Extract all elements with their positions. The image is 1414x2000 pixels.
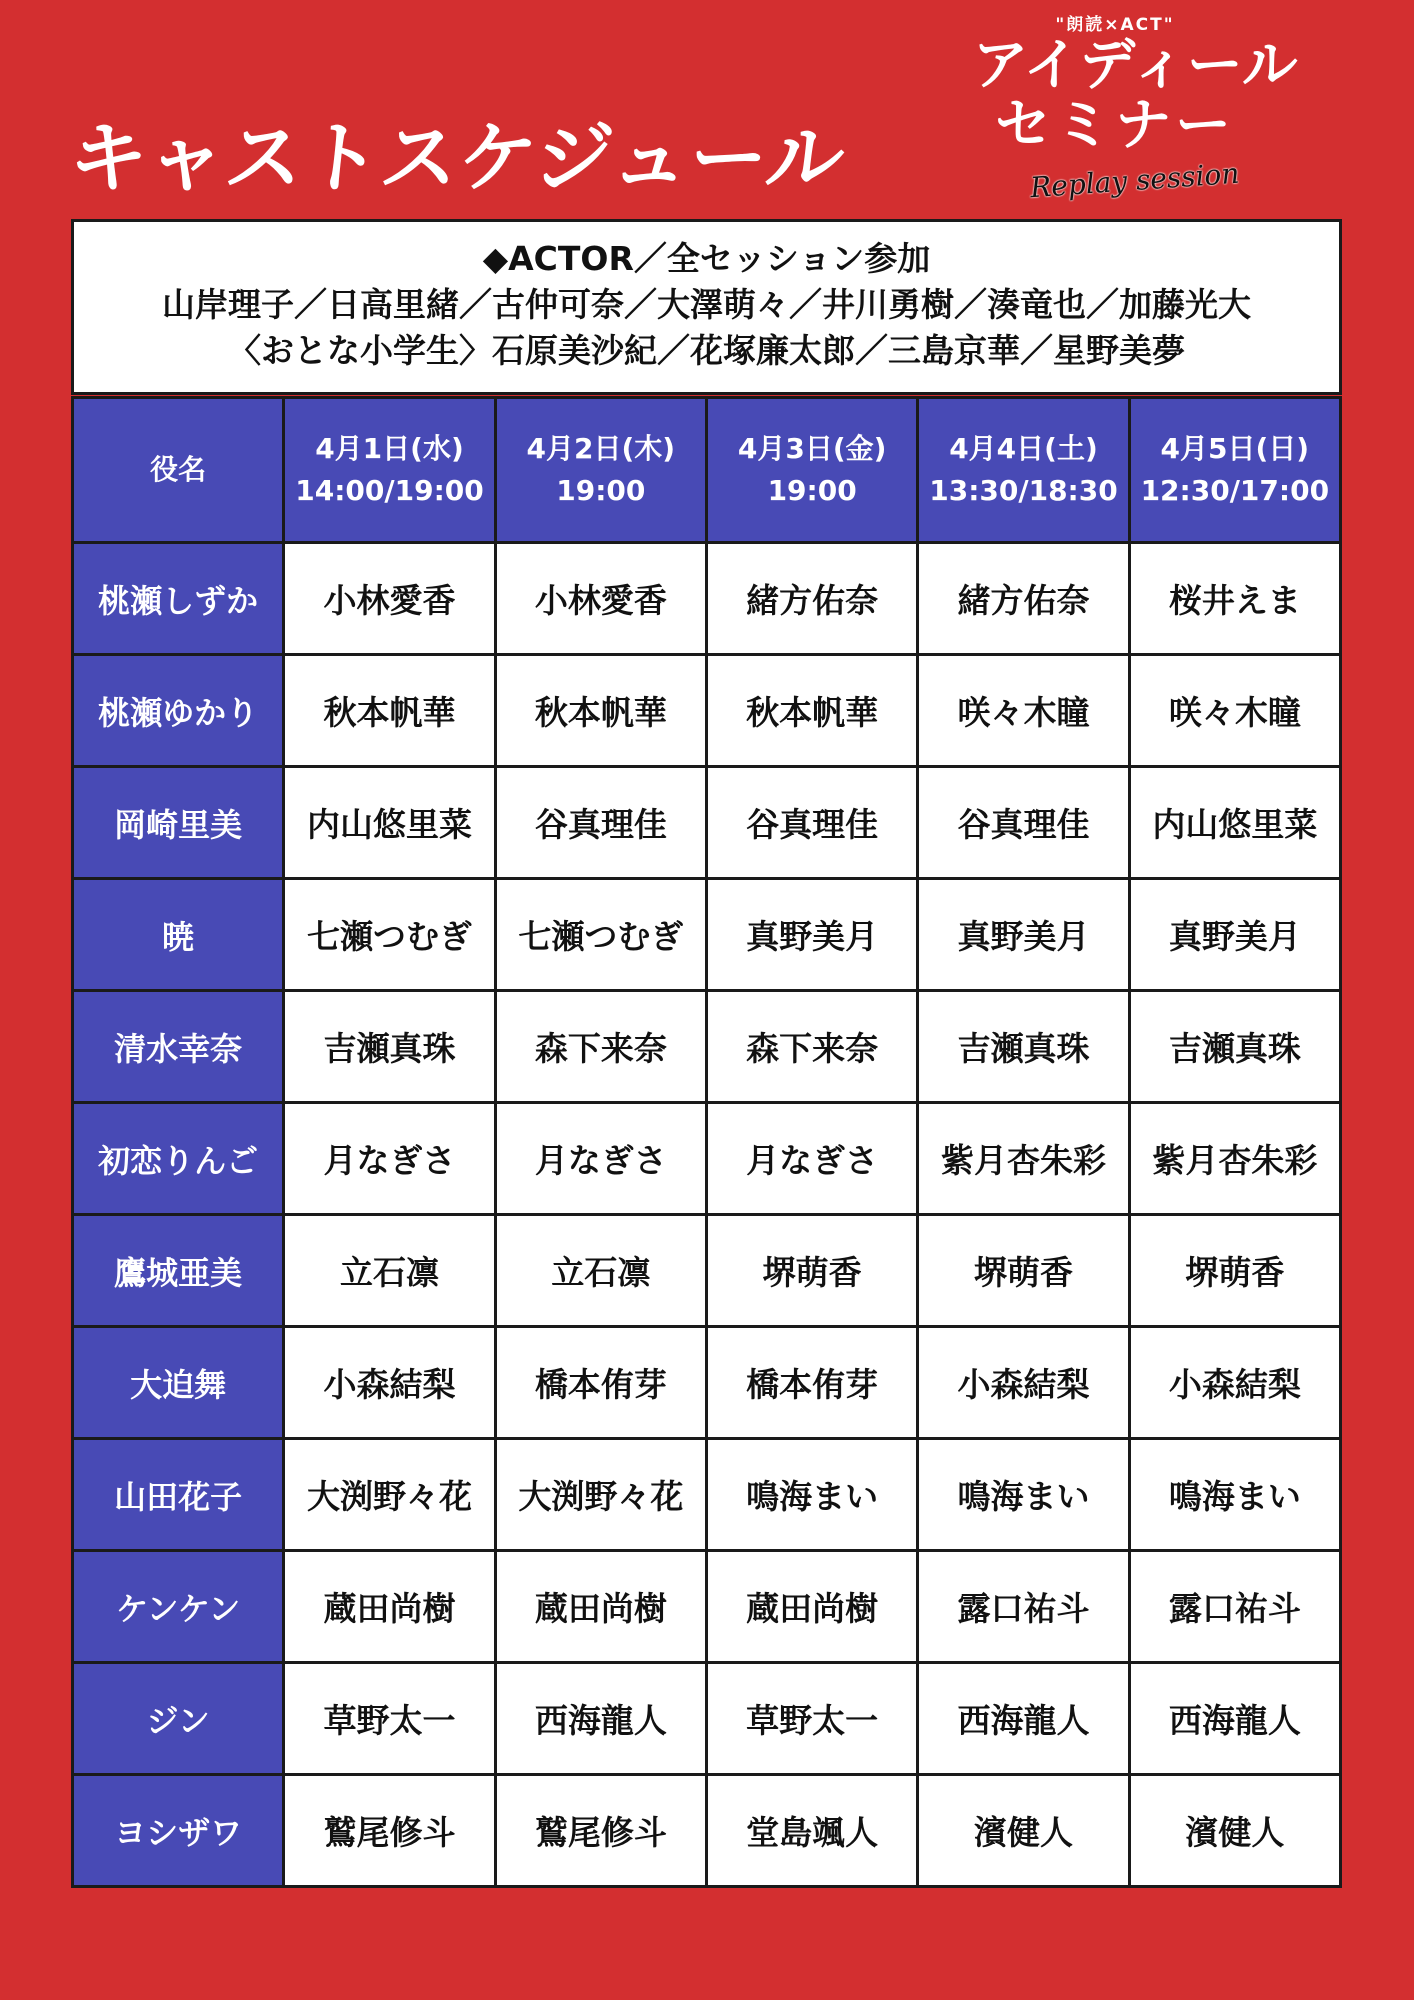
table-row	[73, 1663, 1341, 1775]
table-row	[73, 1775, 1341, 1887]
date-header	[284, 398, 495, 543]
cast-cell: 堺萌香	[918, 1215, 1129, 1327]
cast-cell: 真野美月	[706, 879, 917, 991]
cast-cell: 秋本帆華	[284, 655, 495, 767]
time-label: 19:00	[556, 474, 646, 507]
table-row	[73, 991, 1341, 1103]
cast-cell: 緒方佑奈	[706, 543, 917, 655]
cast-cell: 七瀬つむぎ	[495, 879, 706, 991]
table-row	[73, 1439, 1341, 1551]
cast-cell: 草野太一	[284, 1663, 495, 1775]
role-cell: 鷹城亜美	[73, 1215, 284, 1327]
cast-schedule-table	[71, 396, 1342, 1888]
date-label: 4月1日(水)	[315, 432, 464, 465]
date-label: 4月2日(木)	[526, 432, 676, 465]
actor-heading: ◆ACTOR／全セッション参加	[482, 239, 931, 278]
cast-cell: 月なぎさ	[706, 1103, 917, 1215]
date-header	[495, 398, 706, 543]
cast-cell: 西海龍人	[918, 1663, 1129, 1775]
cast-cell: 濱健人	[918, 1775, 1129, 1887]
cast-cell: 真野美月	[1129, 879, 1340, 991]
cast-cell: 吉瀬真珠	[918, 991, 1129, 1103]
cast-cell: 蔵田尚樹	[706, 1551, 917, 1663]
date-header	[706, 398, 917, 543]
table-row	[73, 1551, 1341, 1663]
header-row	[73, 398, 1341, 543]
role-cell: 清水幸奈	[73, 991, 284, 1103]
cast-cell: 七瀬つむぎ	[284, 879, 495, 991]
cast-cell: 秋本帆華	[706, 655, 917, 767]
cast-cell: 西海龍人	[1129, 1663, 1340, 1775]
cast-cell: 谷真理佳	[706, 767, 917, 879]
role-cell: 大迫舞	[73, 1327, 284, 1439]
cast-cell: 鷲尾修斗	[495, 1775, 706, 1887]
cast-cell: 内山悠里菜	[1129, 767, 1340, 879]
role-header: 役名	[73, 398, 284, 543]
cast-cell: 月なぎさ	[284, 1103, 495, 1215]
cast-cell: 小森結梨	[1129, 1327, 1340, 1439]
cast-cell: 露口祐斗	[918, 1551, 1129, 1663]
role-cell: 暁	[73, 879, 284, 991]
table-row	[73, 655, 1341, 767]
cast-cell: 小林愛香	[495, 543, 706, 655]
cast-cell: 立石凛	[284, 1215, 495, 1327]
cast-cell: 草野太一	[706, 1663, 917, 1775]
actor-list-box	[71, 219, 1342, 395]
cast-cell: 真野美月	[918, 879, 1129, 991]
logo-subtitle: "朗読×ACT"	[1055, 15, 1175, 35]
time-label: 12:30/17:00	[1140, 474, 1330, 507]
cast-cell: 谷真理佳	[918, 767, 1129, 879]
role-cell: ケンケン	[73, 1551, 284, 1663]
actor-line-2: 〈おとな小学生〉石原美沙紀／花塚廉太郎／三島京華／星野美夢	[228, 331, 1185, 370]
table-row	[73, 1103, 1341, 1215]
role-cell: 桃瀬ゆかり	[73, 655, 284, 767]
cast-cell: 内山悠里菜	[284, 767, 495, 879]
cast-cell: 森下来奈	[706, 991, 917, 1103]
table-row	[73, 1215, 1341, 1327]
time-label: 13:30/18:30	[929, 474, 1118, 507]
page-title: キャストスケジュール	[64, 114, 849, 204]
cast-cell: 咲々木瞳	[1129, 655, 1340, 767]
date-label: 4月3日(金)	[737, 432, 887, 465]
cast-cell: 小森結梨	[918, 1327, 1129, 1439]
table-row	[73, 879, 1341, 991]
table-row	[73, 543, 1341, 655]
date-label: 4月4日(土)	[949, 432, 1098, 465]
cast-cell: 森下来奈	[495, 991, 706, 1103]
role-cell: 桃瀬しずか	[73, 543, 284, 655]
cast-cell: 月なぎさ	[495, 1103, 706, 1215]
cast-cell: 吉瀬真珠	[1129, 991, 1340, 1103]
date-header	[1129, 398, 1340, 543]
cast-cell: 秋本帆華	[495, 655, 706, 767]
cast-cell: 咲々木瞳	[918, 655, 1129, 767]
logo-line2: セミナー	[995, 93, 1235, 158]
cast-cell: 蔵田尚樹	[284, 1551, 495, 1663]
role-cell: ヨシザワ	[73, 1775, 284, 1887]
cast-cell: 緒方佑奈	[918, 543, 1129, 655]
cast-cell: 大渕野々花	[495, 1439, 706, 1551]
role-cell: ジン	[73, 1663, 284, 1775]
date-label: 4月5日(日)	[1160, 432, 1310, 465]
cast-cell: 桜井えま	[1129, 543, 1340, 655]
cast-cell: 露口祐斗	[1129, 1551, 1340, 1663]
cast-cell: 鳴海まい	[706, 1439, 917, 1551]
logo-line1: アイディール	[972, 33, 1298, 98]
cast-cell: 大渕野々花	[284, 1439, 495, 1551]
role-cell: 初恋りんご	[73, 1103, 284, 1215]
cast-cell: 堺萌香	[706, 1215, 917, 1327]
cast-cell: 橋本侑芽	[495, 1327, 706, 1439]
cast-cell: 小林愛香	[284, 543, 495, 655]
cast-cell: 西海龍人	[495, 1663, 706, 1775]
cast-cell: 紫月杏朱彩	[1129, 1103, 1340, 1215]
role-cell: 岡崎里美	[73, 767, 284, 879]
role-cell: 山田花子	[73, 1439, 284, 1551]
actor-line-1: 山岸理子／日高里緒／古仲可奈／大澤萌々／井川勇樹／湊竜也／加藤光大	[162, 285, 1251, 324]
cast-cell: 小森結梨	[284, 1327, 495, 1439]
cast-cell: 橋本侑芽	[706, 1327, 917, 1439]
logo-script: Replay session	[1029, 156, 1241, 205]
table-row	[73, 767, 1341, 879]
cast-cell: 濱健人	[1129, 1775, 1340, 1887]
time-label: 14:00/19:00	[295, 474, 484, 507]
cast-cell: 堂島颯人	[706, 1775, 917, 1887]
cast-cell: 鷲尾修斗	[284, 1775, 495, 1887]
cast-cell: 吉瀬真珠	[284, 991, 495, 1103]
cast-cell: 立石凛	[495, 1215, 706, 1327]
cast-cell: 谷真理佳	[495, 767, 706, 879]
cast-cell: 紫月杏朱彩	[918, 1103, 1129, 1215]
event-logo	[960, 14, 1310, 219]
date-header	[918, 398, 1129, 543]
cast-cell: 鳴海まい	[918, 1439, 1129, 1551]
cast-cell: 蔵田尚樹	[495, 1551, 706, 1663]
time-label: 19:00	[767, 474, 857, 507]
cast-cell: 堺萌香	[1129, 1215, 1340, 1327]
table-row	[73, 1327, 1341, 1439]
cast-cell: 鳴海まい	[1129, 1439, 1340, 1551]
